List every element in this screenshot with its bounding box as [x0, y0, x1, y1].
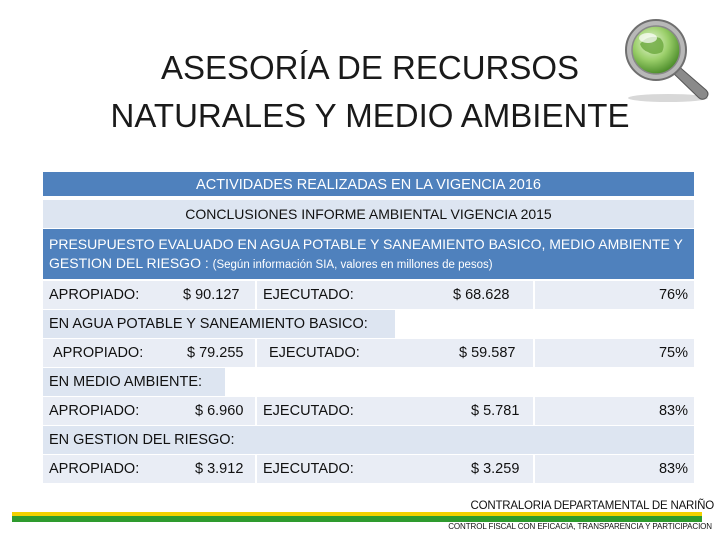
appropriated-label: APROPIADO:	[49, 287, 140, 303]
budget-note: (Según información SIA, valores en millones de pesos)	[212, 259, 493, 271]
executed-label: EJECUTADO:	[263, 287, 354, 303]
conclusions-subheader: CONCLUSIONES INFORME AMBIENTAL VIGENCIA 2015	[43, 200, 694, 228]
budget-title-text: PRESUPUESTO EVALUADO EN AGUA POTABLE Y SANEAMIENTO BASICO, MEDIO AMBIENTE Y GESTION DEL RIESGO :	[49, 236, 683, 271]
footer-organization: CONTRALORIA DEPARTAMENTAL DE NARIÑO	[440, 500, 714, 512]
percent-value: 75%	[658, 345, 688, 361]
slide-title	[60, 44, 680, 140]
executed-label: EJECUTADO:	[269, 345, 360, 361]
footer-slogan: CONTROL FISCAL CON EFICACIA, TRANSPARENCIA Y PARTICIPACION	[448, 522, 712, 531]
percent-value: 83%	[658, 461, 688, 477]
executed-value: $ 5.781	[471, 403, 520, 419]
appropriated-label: APROPIADO:	[53, 345, 144, 361]
slide-title-line-1: ASESORÍA DE RECURSOS	[160, 49, 580, 86]
executed-label: EJECUTADO:	[263, 403, 354, 419]
appropriated-value: $ 90.127	[183, 287, 240, 303]
section-row	[43, 339, 694, 367]
executed-label: EJECUTADO:	[263, 461, 354, 477]
activities-header: ACTIVIDADES REALIZADAS EN LA VIGENCIA 2016	[43, 172, 694, 198]
executed-value: $ 3.259	[471, 461, 520, 477]
appropriated-label: APROPIADO:	[49, 461, 140, 477]
percent-value: 76%	[658, 287, 688, 303]
appropriated-value: $ 79.255	[187, 345, 244, 361]
executed-value: $ 59.587	[459, 345, 516, 361]
section-title: EN MEDIO AMBIENTE:	[43, 368, 694, 396]
executed-value: $ 68.628	[453, 287, 510, 303]
section-title: EN AGUA POTABLE Y SANEAMIENTO BASICO:	[43, 310, 694, 338]
slide-title-line-2: NATURALES Y MEDIO AMBIENTE	[110, 97, 630, 134]
section-title: EN GESTION DEL RIESGO:	[43, 426, 694, 454]
budget-title	[43, 229, 694, 279]
appropriated-value: $ 6.960	[195, 403, 244, 419]
section-row	[43, 455, 694, 483]
section-row	[43, 397, 694, 425]
appropriated-value: $ 3.912	[195, 461, 244, 477]
appropriated-label: APROPIADO:	[49, 403, 140, 419]
magnifying-glass-globe-icon	[618, 14, 714, 104]
percent-value: 83%	[658, 403, 688, 419]
totals-row	[43, 281, 694, 309]
